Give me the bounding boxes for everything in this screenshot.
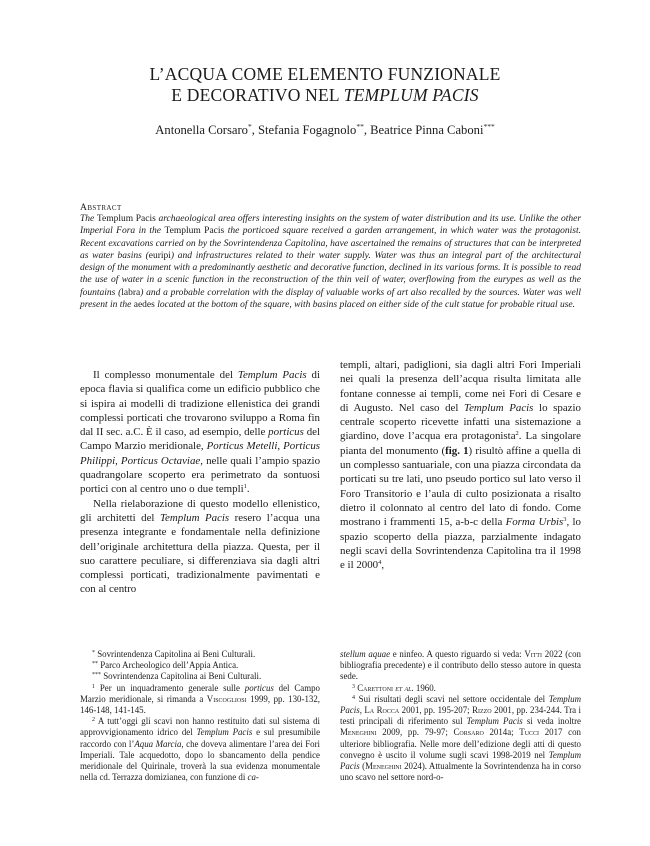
text-run: resero l’acqua una presenza integrante e fondamentale nella definizione dell’originale architettura della piazza. Questa, per il suo carattere peculiare, si differenziava sia dagli altri complessi porticati, tradizionalmente pavimentati e con al centro [80, 511, 320, 596]
footnote-ref: * [92, 650, 95, 656]
text-run: porticus [244, 682, 274, 693]
text-run: Tucci [519, 727, 540, 738]
text-run: , [381, 559, 385, 572]
text-run: 2024). Attualmente la Sovrintendenza ha in corso uno scavo nel settore nord-o- [340, 761, 581, 783]
text-run: Porticus Philippi [80, 440, 320, 467]
text-run: Nella rielaborazione di questo modello ellenistico, gli architetti del [80, 497, 320, 524]
text-run: lo spazio centrale scoperto ricevette infatti una sistemazione a giardino, dove l’acqua era protagonista [340, 401, 581, 443]
footnote-ref: 4 [378, 559, 382, 567]
text-run: Templum Pacis [237, 369, 307, 381]
footnote-ref: 4 [352, 694, 355, 701]
text-run: Forma Urbis [505, 516, 564, 529]
footnote-ref: *** [92, 672, 101, 679]
author-2-mark: ** [356, 122, 364, 131]
abstract-heading: Abstract [80, 202, 122, 213]
text-run: fig. 1 [445, 444, 469, 457]
footnote [80, 660, 320, 671]
abstract-run: located at the bottom of the square, with basins placed on either side of the cult statue for probable ritual use. [154, 300, 576, 311]
footnote [80, 716, 320, 783]
text-run: 2001, pp. 234-244. Tra i testi principali di riferimento sul [340, 705, 582, 727]
text-run: Meneghini [340, 727, 377, 738]
text-run: Templum Pacis [159, 511, 230, 524]
footnotes-right [340, 649, 581, 783]
text-run: , che doveva alimentare l’area dei Fori Imperiali. Tale acquedotto, dopo lo sbancamento della pendice meridionale del Quirinale, troverà la sua evidenza monumentale nella cd. Terrazza domizianea, con funzione di [80, 738, 321, 783]
text-run: ( [359, 761, 366, 772]
text-run: 2017 con ulteriore bibliografia. Nelle more dell’edizione degli atti di questo convegno è uscito il volume sugli scavi 1998-2019 nel [340, 727, 581, 760]
text-run: e sul presumibile raccordo con l’ [80, 727, 321, 749]
footnote-ref: 2 [515, 430, 519, 438]
text-run: 2001, pp. 195-207; [399, 705, 473, 716]
abstract-run: the porticoed square received a garden arrangement, in which water was the protagonist. Recent excavations carried on by the Sovrintendenza Capitolina, have ascertained the remains of structures that can be interpreted as water basins ( [80, 226, 581, 261]
text-run: La Rocca [364, 705, 400, 716]
abstract-run: archaeological area offers interesting insights on the system of water distribution and its use. Unlike the other Imperial Fora in the [80, 214, 582, 237]
abstract-run: ) and a probable correlation with the display of valuable works of art also recalled by the sources. Water was well present in the [80, 287, 581, 311]
text-run: Porticus Metelli [206, 440, 278, 453]
text-run: et al. [395, 682, 414, 693]
footnote-ref: 3 [352, 683, 355, 690]
footnote-ref: 1 [92, 683, 95, 690]
footnotes-left [80, 649, 320, 783]
footnote [80, 671, 320, 682]
text-run: A tutt’oggi gli scavi non hanno restituito dati sul sistema di approvvigionamento idrico del [80, 716, 320, 738]
footnote-ref: ** [92, 661, 98, 668]
body-column-right [340, 358, 581, 572]
text-run: Aqua Marcia [134, 738, 182, 749]
text-run: Carettoni [357, 682, 394, 693]
text-run: del Campo Marzio meridionale, [80, 426, 320, 453]
text-run: 2022 (con bibliografia precedente) e il contributo dello stesso autore in questa sede. [340, 649, 581, 682]
text-run: . La singolare pianta del monumento ( [340, 430, 581, 457]
text-run: , [359, 705, 365, 716]
text-run: , lo spazio scoperto della piazza, parzialmente indagato negli scavi della Sovrintendenza Capitolina tra il 1998 e il 2000 [340, 516, 581, 572]
title-line-2-italic: TEMPLUM PACIS [343, 85, 479, 105]
text-run: , [115, 454, 121, 467]
text-run: Templum Pacis [464, 401, 534, 414]
text-run: 1999, pp. 130-132, 146-148, 141-145. [80, 693, 320, 716]
text-run: , nelle quali l’ampio spazio quadrangolare scoperto era perimetrato da sontuosi portici con al centro uno o due templi [80, 454, 321, 496]
text-run: Rizzo [472, 705, 492, 716]
abstract-run: aedes [133, 300, 155, 311]
text-run: . [246, 483, 250, 496]
footnote-ref: 1 [243, 483, 247, 491]
title-line-2 [0, 85, 650, 106]
footnote [80, 683, 320, 717]
article-title [0, 64, 650, 106]
text-run: Il complesso monumentale del [93, 369, 238, 381]
body-paragraph [80, 368, 320, 497]
footnote [340, 694, 581, 784]
text-run: e ninfeo. A questo riguardo si veda: [390, 649, 525, 659]
author-1-mark: * [247, 122, 252, 131]
text-run: 2014a; [483, 727, 520, 738]
text-run: Porticus Octaviae [120, 454, 201, 467]
text-run: si veda inoltre [522, 716, 582, 727]
text-run: Templum Pacis [340, 693, 581, 716]
text-run: Templum Pacis [466, 716, 523, 727]
text-run: 2009, pp. 79-97; [376, 727, 454, 738]
text-run: Corsaro [453, 727, 484, 738]
abstract-run: ) and infrastructures related to their water supply. Water was thus an integral part of the architectural design of the monument with a predominantly aesthetic and decorative function, declined in its various forms. It is possible to read the use of water in a scenic function in the reconstruction of the thin veil of water, overflowing from the eurypes as well as the fountains ( [80, 250, 581, 298]
abstract-run: Templum Pacis [96, 214, 156, 224]
footnote [340, 649, 581, 683]
author-3-mark: *** [483, 122, 495, 131]
text-run: Templum Pacis [196, 727, 253, 738]
author-2: Stefania Fogagnolo [258, 123, 357, 137]
text-run: ) risultò affine a quella di un complesso santuariale, con una piazza circondata da porticati su tre lati, uno pseudo portico sul lato verso il Foro Transitorio e l’aula di culto posizionata a risalto dietro il colonnato al centro del lato di fondo. Come mostrano i frammenti 15, a-b-c della [340, 444, 581, 529]
abstract-run: labra [121, 287, 141, 298]
abstract-text [80, 213, 581, 311]
title-line-2-prefix: E DECORATIVO NEL [171, 85, 344, 105]
footnote-ref: 2 [92, 717, 95, 724]
abstract-run: The [80, 214, 97, 224]
title-line-1: L’ACQUA COME ELEMENTO FUNZIONALE [149, 64, 501, 84]
text-run: porticus [268, 426, 304, 439]
footnote [80, 649, 320, 660]
text-run: Templum Pacis [340, 749, 581, 772]
text-run: Meneghini [365, 761, 402, 772]
body-paragraph [80, 497, 320, 597]
text-run: 1960. [413, 682, 436, 693]
text-run: ca- [247, 772, 259, 783]
text-run: Sui risultati degli scavi nel settore occidentale del [355, 693, 549, 704]
text-run: del Campo Marzio meridionale, si rimanda a [80, 682, 320, 704]
footnote-ref: 3 [563, 516, 567, 524]
body-column-left [80, 368, 320, 597]
text-run: di epoca flavia si qualifica come un edificio pubblico che si ispira ai modelli di tradizione ellenistica dei grandi complessi porticati che trovarono sviluppo a Roma fin dal II sec. a.C. È il caso, ad esempio, delle [80, 369, 320, 439]
author-1: Antonella Corsaro [155, 123, 248, 137]
text-run: Sovrintendenza Capitolina ai Beni Culturali. [95, 649, 256, 659]
abstract-run: euripi [148, 250, 171, 261]
author-3: Beatrice Pinna Caboni [370, 123, 484, 137]
text-run: stellum aquae [340, 649, 391, 659]
text-run: Per un inquadramento generale sulle [95, 682, 245, 693]
footnote [340, 683, 581, 694]
text-run: templi, altari, padiglioni, sia dagli altri Fori Imperiali nei quali la presenza dell’acqua risulta limitata alle fontane connesse ai templi, come nei Fori di Cesare e di Augusto. Nel caso del [340, 359, 581, 414]
text-run: Viscogliosi [206, 693, 247, 704]
text-run: Vitti [524, 649, 543, 659]
text-run: , [277, 440, 284, 453]
text-run: Sovrintendenza Capitolina ai Beni Culturali. [101, 671, 262, 682]
text-run: Parco Archeologico dell’Appia Antica. [98, 660, 239, 671]
author-list: Antonella Corsaro*, Stefania Fogagnolo**, Beatrice Pinna Caboni*** [155, 122, 495, 137]
abstract-run: Templum Pacis [164, 226, 225, 237]
body-paragraph [340, 358, 581, 572]
